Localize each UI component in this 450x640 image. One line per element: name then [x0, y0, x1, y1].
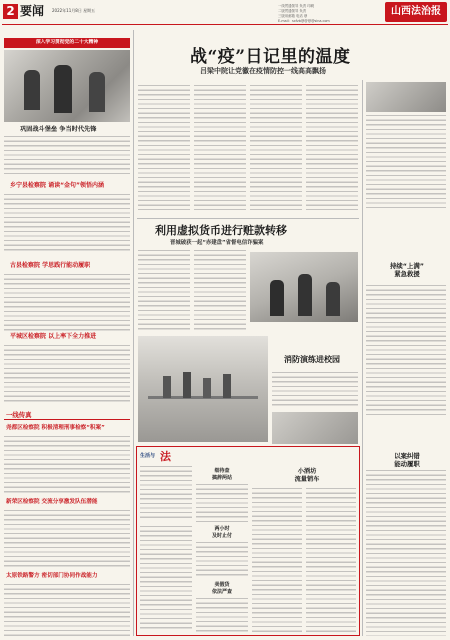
- story2-title: 乡宁县检察院 诵读“金句”领悟内涵: [10, 182, 104, 189]
- story-a-subtitle: 晋城破获一起“赤建盘”省督电信诈骗案: [170, 240, 264, 246]
- sidebar2-body: [366, 470, 446, 636]
- main-headline: 战“疫”日记里的温度: [190, 47, 351, 67]
- sidebar2-title: 以案纠错 能动履职: [394, 452, 420, 468]
- column-divider-right: [362, 80, 363, 636]
- box-col2-body-2: [196, 542, 248, 578]
- life-law-label: 生活与: [140, 453, 156, 459]
- story-c-title: 小酒坊 流量销车: [294, 468, 320, 483]
- main-body-col4: [306, 85, 358, 210]
- story-c-col2: [306, 488, 356, 632]
- story2-body: [4, 194, 130, 254]
- sidebar1-body: [366, 285, 446, 415]
- frontline-rule: [4, 419, 130, 420]
- story6-body: [4, 510, 130, 568]
- story-a-rule: [137, 218, 359, 219]
- box-col-title-2: 两小时 及时止付: [211, 526, 232, 539]
- box-col2-body: [196, 484, 248, 524]
- story-b-photo: [138, 336, 268, 442]
- issue-date: 2022年11月8日 星期五: [52, 8, 96, 13]
- box-col1-top: [140, 466, 192, 521]
- box-col-title-3: 卖假货 依法严查: [211, 582, 232, 595]
- nav-line-3: 三版用邮箱 电话 @: [278, 14, 308, 18]
- column-divider-left: [133, 30, 134, 636]
- frontline-heading: 一线传真: [6, 411, 32, 419]
- story5-title: 尧都区检察院 积极清理刑事检察“积案”: [6, 425, 105, 431]
- masthead: [0, 0, 450, 32]
- right-top-body: [366, 115, 446, 210]
- box-col-title-1: 细待查 搞辞两站: [211, 468, 232, 481]
- box-col2-body-3: [196, 598, 248, 632]
- story-b-title: 消防演练进校园: [284, 355, 340, 364]
- story3-title: 古县检察院 学思践行能动履职: [10, 262, 91, 269]
- story5-body: [4, 436, 130, 494]
- story-b-photo-small: [272, 412, 358, 444]
- story-a-col2: [194, 250, 246, 330]
- page-number: 2: [3, 4, 18, 19]
- story7-body: [4, 584, 130, 636]
- story7-title: 太原铁路警方 密切部门协同作战能力: [6, 573, 98, 579]
- story1-body: [4, 136, 130, 174]
- sidebar1-title: 持续“上满” 紧急救援: [390, 262, 424, 278]
- story3-body: [4, 274, 130, 332]
- nav-line-2: 二版贯通领导 负责: [278, 9, 307, 13]
- story-a-title: 利用虚拟货币进行赃款转移: [155, 224, 287, 237]
- brand-logo: 山西法治报: [385, 2, 447, 22]
- story4-body: [4, 345, 130, 405]
- left-top-photo: [4, 50, 130, 122]
- life-law-char: 法: [160, 450, 171, 463]
- main-body-col1: [138, 85, 190, 210]
- masthead-rule: [2, 24, 448, 25]
- main-body-col2: [194, 85, 246, 210]
- box-col1-bottom: [140, 526, 192, 632]
- main-body-col3: [250, 85, 302, 210]
- story-b-body: [272, 372, 358, 408]
- story-c-col1: [252, 488, 302, 632]
- main-subhead: 吕梁中院让党徽在疫情防控一线高高飘扬: [200, 67, 326, 75]
- story-a-col1: [138, 250, 190, 330]
- story1-title: 巩固战斗堡垒 争当时代先锋: [20, 126, 97, 133]
- right-top-photo: [366, 82, 446, 112]
- left-banner: 深入学习贯彻党的二十大精神: [4, 38, 130, 48]
- story-a-photo: [250, 252, 358, 322]
- story4-title: 平城区检察院 以上率下全力推进: [10, 333, 97, 340]
- section-title: 要闻: [20, 4, 45, 18]
- story6-title: 新荣区检察院 交流分享激发队伍潜能: [6, 499, 98, 505]
- nav-line-4: E-mail：sxfzb@@@@sina.com: [278, 19, 330, 23]
- nav-line-1: 一线贯通领导 负责 印刷: [278, 4, 315, 8]
